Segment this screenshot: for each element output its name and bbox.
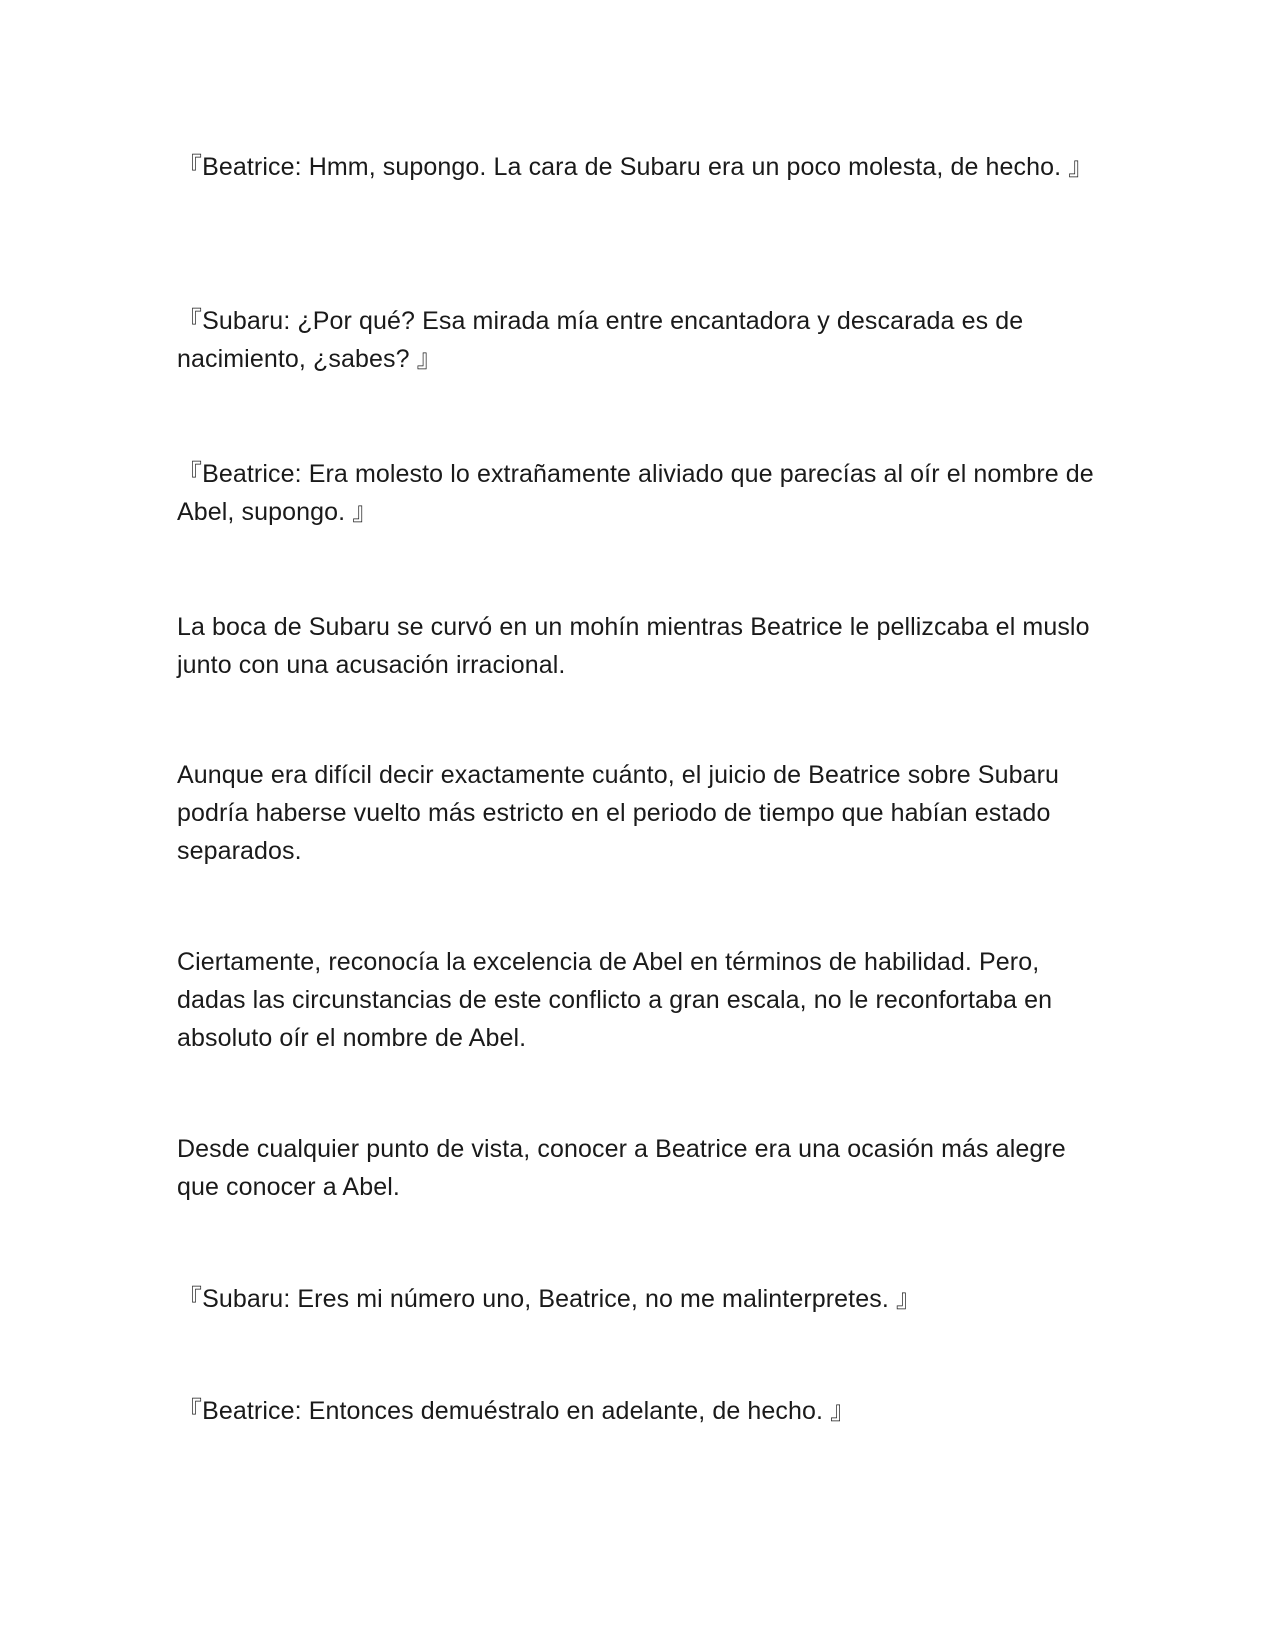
narration-paragraph-2: Aunque era difícil decir exactamente cuánto, el juicio de Beatrice sobre Subaru podría haberse vuelto más estricto en el periodo de tiempo que habían estado separados. [177, 761, 1060, 865]
dialogue-beatrice-1: 『Beatrice: Hmm, supongo. La cara de Subaru era un poco molesta, de hecho. 』 [177, 153, 1094, 181]
dialogue-beatrice-3: 『Beatrice: Entonces demuéstralo en adelante, de hecho. 』 [177, 1397, 856, 1425]
narration-paragraph-4: Desde cualquier punto de vista, conocer a Beatrice era una ocasión más alegre que conocer a Abel. [177, 1135, 1066, 1201]
dialogue-beatrice-2: 『Beatrice: Era molesto lo extrañamente aliviado que parecías al oír el nombre de Abel, supongo. 』 [177, 460, 1094, 526]
dialogue-subaru-2: 『Subaru: Eres mi número uno, Beatrice, no me malinterpretes. 』 [177, 1285, 922, 1313]
narration-paragraph-1: La boca de Subaru se curvó en un mohín mientras Beatrice le pellizcaba el muslo junto con una acusación irracional. [177, 613, 1090, 679]
narration-paragraph-3: Ciertamente, reconocía la excelencia de Abel en términos de habilidad. Pero, dadas las circunstancias de este conflicto a gran escala, no le reconfortaba en absoluto oír el nombre de Abel. [177, 948, 1053, 1052]
dialogue-subaru-1: 『Subaru: ¿Por qué? Esa mirada mía entre encantadora y descarada es de nacimiento, ¿sabes? 』 [177, 307, 1024, 373]
